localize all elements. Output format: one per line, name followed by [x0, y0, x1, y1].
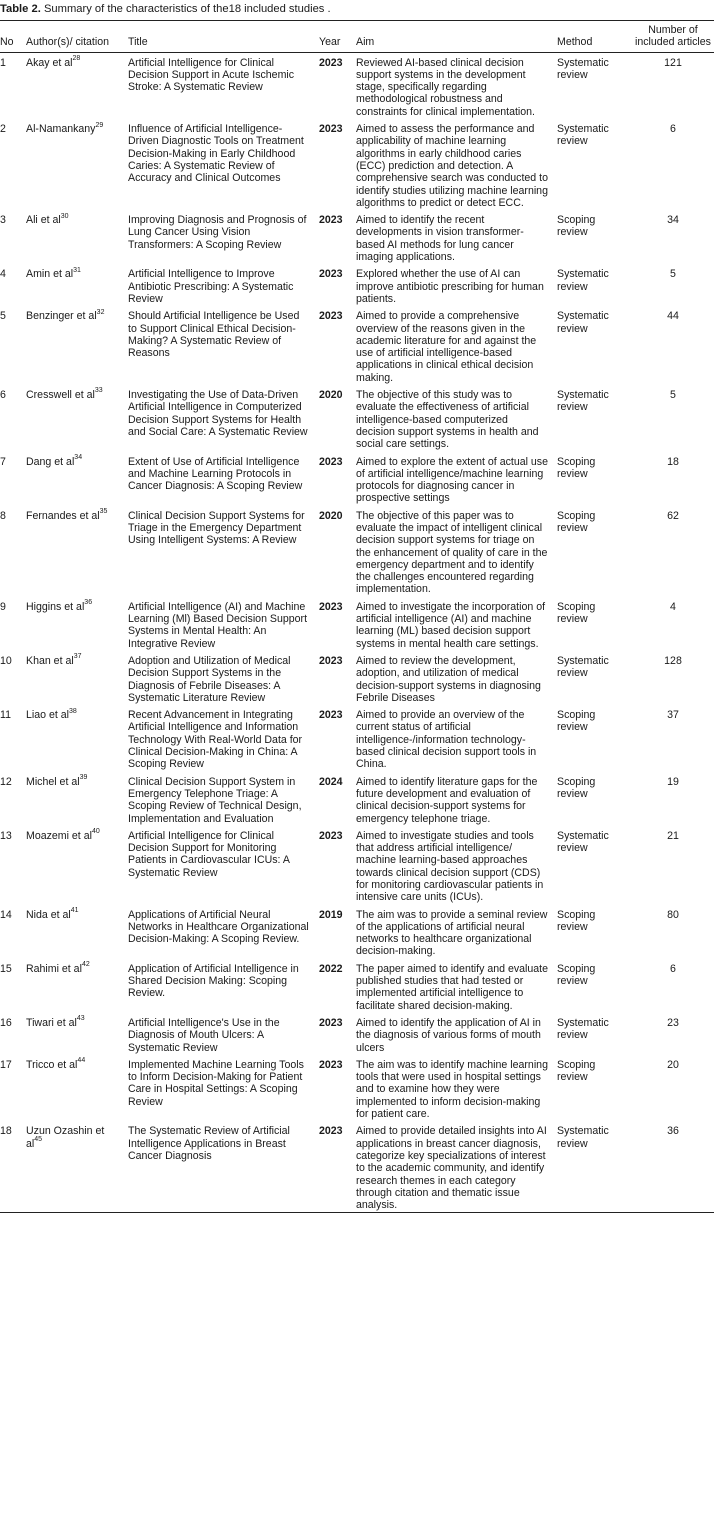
row-number: 10	[0, 654, 12, 667]
row-author	[26, 651, 128, 705]
citation-ref: 31	[73, 266, 81, 274]
table-header	[0, 21, 714, 53]
author-name: Tiwari et al	[26, 1016, 77, 1029]
author-name: Dang et al	[26, 455, 75, 468]
row-aim: Aimed to investigate the incorporation of artificial intelligence (AI) and machine learning (ML) based decision support systems in mental health care settings.	[356, 600, 546, 650]
row-author	[26, 119, 128, 210]
row-title: Extent of Use of Artificial Intelligence and Machine Learning Protocols in Cancer Diagnosis: A Scoping Review	[128, 455, 303, 493]
row-number: 13	[0, 829, 12, 842]
row-method: Systematic review	[557, 389, 609, 414]
row-title: Artificial Intelligence's Use in the Diagnosis of Mouth Ulcers: A Systematic Review	[128, 1016, 280, 1054]
row-method: Systematic review	[557, 654, 609, 680]
row-title: Clinical Decision Support System in Emergency Telephone Triage: A Scoping Review of Technical Design, Implementation and Evaluation	[128, 775, 302, 825]
row-included-count: 44	[667, 310, 679, 323]
row-author	[26, 264, 128, 306]
table-caption	[0, 2, 331, 16]
table-row	[0, 705, 714, 771]
table-row	[0, 452, 714, 506]
row-aim: Aimed to provide detailed insights into AI applications in breast cancer diagnosis, categorize key specializations of interest to the academic community, and identify research themes in each category through citation and thematic issue analysis.	[356, 1125, 547, 1212]
row-number: 16	[0, 1016, 12, 1029]
row-included-count: 5	[670, 268, 676, 281]
row-number: 6	[0, 389, 6, 402]
row-title: Should Artificial Intelligence be Used to Support Clinical Ethical Decision-Making? A Systematic Review of Reasons	[128, 310, 300, 360]
author-name: Cresswell et al	[26, 389, 95, 402]
row-year: 2019	[319, 908, 343, 921]
table-row	[0, 959, 714, 1013]
row-aim: Reviewed AI-based clinical decision support systems in the development stage, specifically regarding methodological robustness and constraints for clinical implementation.	[356, 56, 535, 118]
row-author	[26, 1013, 128, 1055]
table-row	[0, 306, 714, 385]
row-author	[26, 52, 128, 119]
row-author	[26, 452, 128, 506]
row-included-count: 5	[670, 389, 676, 402]
header-no: No	[0, 36, 14, 49]
row-author	[26, 826, 128, 905]
row-method: Systematic review	[557, 1125, 609, 1150]
row-aim: Aimed to identify the recent developments in vision transformer-based AI methods for lung cancer imaging applications.	[356, 214, 524, 264]
row-title: Adoption and Utilization of Medical Decision Support Systems in the Diagnosis of Febrile Diseases: A Systematic Literature Review	[128, 654, 291, 704]
row-included-count: 20	[667, 1058, 679, 1071]
row-included-count: 128	[664, 654, 682, 667]
table-row	[0, 1013, 714, 1055]
row-aim: The objective of this paper was to evaluate the impact of intelligent clinical decision support systems for triage on the enhancement of quality of care in the emergency department and to identify the challenges encountered regarding implementation.	[356, 509, 548, 596]
row-title: Applications of Artificial Neural Networks in Healthcare Organizational Decision-Making: A Scoping Review.	[128, 908, 309, 946]
row-included-count: 18	[667, 455, 679, 468]
row-included-count: 19	[667, 775, 679, 788]
row-number: 15	[0, 962, 12, 975]
citation-ref: 36	[84, 599, 93, 607]
author-name: Nida et al	[26, 908, 71, 921]
row-title: Investigating the Use of Data-Driven Artificial Intelligence in Computerized Decision Support Systems for Health and Social Care: A Systematic Review	[128, 389, 308, 438]
row-method: Scoping review	[557, 962, 596, 988]
author-name: Uzun Ozashin et al	[26, 1125, 105, 1150]
citation-ref: 41	[70, 907, 79, 915]
row-method: Scoping review	[557, 775, 596, 800]
row-aim: The aim was to provide a seminal review of the applications of artificial neural networks to healthcare organizational decision-making.	[356, 908, 548, 958]
row-title: Application of Artificial Intelligence in Shared Decision Making: Scoping Review.	[128, 962, 299, 1000]
author-name: Moazemi et al	[26, 829, 92, 842]
row-number: 17	[0, 1058, 12, 1071]
row-included-count: 37	[667, 709, 679, 722]
header-method: Method	[557, 36, 593, 49]
row-year: 2023	[319, 654, 343, 667]
citation-ref: 34	[74, 453, 83, 461]
row-author	[26, 597, 128, 651]
row-number: 3	[0, 214, 6, 227]
row-aim: The paper aimed to identify and evaluate published studies that had tested or implemented artificial intelligence to facilitate shared decision-making.	[356, 962, 548, 1012]
row-year: 2023	[319, 829, 343, 842]
row-method: Scoping review	[557, 214, 596, 239]
row-number: 1	[0, 56, 6, 69]
row-aim: Aimed to identify literature gaps for the future development and evaluation of clinical decision-support systems for emergency telephone triage.	[356, 775, 538, 825]
table-row	[0, 506, 714, 597]
row-number: 12	[0, 775, 12, 788]
row-title: The Systematic Review of Artificial Intelligence Applications in Breast Cancer Diagnosis	[128, 1125, 290, 1162]
row-year: 2023	[319, 123, 343, 136]
citation-ref: 40	[91, 828, 100, 836]
row-number: 4	[0, 268, 6, 281]
table-row	[0, 905, 714, 959]
row-method: Scoping review	[557, 455, 596, 480]
row-year: 2023	[319, 709, 343, 722]
citation-ref: 42	[81, 961, 90, 969]
row-year: 2020	[319, 389, 343, 402]
header-year: Year	[319, 36, 341, 49]
table-label: Table 2.	[0, 3, 41, 15]
row-included-count: 6	[670, 123, 676, 136]
row-author	[26, 705, 128, 771]
header-aim: Aim	[356, 36, 375, 49]
row-method: Systematic review	[557, 56, 609, 81]
row-method: Systematic review	[557, 1016, 609, 1042]
author-name: Michel et al	[26, 775, 80, 788]
row-author	[26, 905, 128, 959]
row-included-count: 34	[667, 214, 679, 227]
row-aim: Aimed to provide an overview of the current status of artificial intelligence-/information technology-based clinical decision support tools in China.	[356, 709, 537, 771]
row-method: Systematic review	[557, 310, 609, 335]
row-title: Artificial Intelligence (AI) and Machine Learning (Ml) Based Decision Support Systems in Mental Health: An Integrative Review	[128, 600, 308, 650]
table-row	[0, 385, 714, 451]
row-title: Artificial Intelligence for Clinical Decision Support in Acute Ischemic Stroke: A Systematic Review	[128, 56, 295, 94]
author-name: Tricco et al	[26, 1058, 78, 1071]
table-body	[0, 52, 714, 1213]
row-year: 2023	[319, 310, 343, 323]
row-included-count: 80	[667, 908, 679, 921]
row-method: Systematic review	[557, 829, 609, 855]
row-title: Recent Advancement in Integrating Artificial Intelligence and Information Technology With Real-World Data for Clinical Decision-Making in China: A Scoping Review	[128, 709, 303, 771]
row-title: Artificial Intelligence for Clinical Decision Support for Monitoring Patients in Cardiovascular ICUs: A Systematic Review	[128, 829, 290, 879]
row-method: Scoping review	[557, 709, 596, 734]
row-included-count: 6	[670, 962, 676, 975]
row-title: Artificial Intelligence to Improve Antibiotic Prescribing: A Systematic Review	[128, 268, 294, 305]
row-number: 18	[0, 1125, 12, 1138]
row-included-count: 36	[667, 1125, 679, 1138]
header-author: Author(s)/ citation	[26, 36, 110, 49]
row-number: 8	[0, 509, 6, 522]
row-number: 9	[0, 600, 6, 613]
row-author	[26, 959, 128, 1013]
row-author	[26, 1121, 128, 1213]
author-name: Rahimi et al	[26, 962, 82, 975]
row-year: 2023	[319, 268, 343, 281]
row-aim: Explored whether the use of AI can improve antibiotic prescribing for human patients.	[356, 268, 544, 305]
citation-ref: 29	[95, 121, 104, 129]
citation-ref: 33	[94, 387, 103, 395]
row-author	[26, 210, 128, 264]
author-name: Akay et al	[26, 56, 73, 69]
row-number: 5	[0, 310, 6, 323]
row-method: Scoping review	[557, 509, 596, 534]
table-row	[0, 1121, 714, 1213]
citation-ref: 38	[69, 707, 77, 715]
row-year: 2024	[319, 775, 343, 788]
row-year: 2023	[319, 56, 343, 69]
row-year: 2023	[319, 600, 343, 613]
row-included-count: 62	[667, 509, 679, 522]
row-year: 2020	[319, 509, 343, 522]
row-title: Improving Diagnosis and Prognosis of Lung Cancer Using Vision Transformers: A Scoping Review	[128, 214, 307, 251]
row-year: 2023	[319, 214, 343, 227]
row-method: Scoping review	[557, 600, 596, 626]
citation-ref: 39	[79, 774, 88, 782]
author-name: Al-Namankany	[26, 123, 96, 136]
row-author	[26, 385, 128, 451]
table-row	[0, 119, 714, 210]
row-author	[26, 506, 128, 597]
citation-ref: 28	[72, 55, 81, 63]
table-caption-text: Summary of the characteristics of the18 included studies .	[43, 3, 331, 15]
table-row	[0, 772, 714, 826]
studies-table	[0, 20, 714, 1213]
citation-ref: 44	[77, 1057, 86, 1065]
header-number: Number of included articles	[635, 24, 711, 49]
author-name: Khan et al	[26, 654, 74, 667]
row-year: 2023	[319, 455, 343, 468]
row-method: Systematic review	[557, 123, 609, 148]
row-aim: The objective of this study was to evaluate the effectiveness of artificial intelligence-based computerized decision support systems in health and social care settings.	[356, 389, 539, 451]
row-method: Scoping review	[557, 908, 596, 933]
row-aim: Aimed to investigate studies and tools that address artificial intelligence/ machine learning-based approaches towards clinical decision support (CDS) for monitoring cardiovascular patients in intensive care units (ICUs).	[356, 829, 544, 904]
row-number: 14	[0, 908, 12, 921]
row-number: 2	[0, 123, 6, 136]
author-name: Ali et al	[26, 214, 61, 227]
author-name: Liao et al	[26, 709, 69, 722]
citation-ref: 30	[60, 212, 69, 220]
row-year: 2023	[319, 1016, 343, 1029]
row-aim: The aim was to identify machine learning tools that were used in hospital settings and to examine how they were implemented to inform decision-making for patient care.	[356, 1058, 548, 1121]
row-author	[26, 772, 128, 826]
citation-ref: 35	[99, 508, 108, 516]
row-aim: Aimed to provide a comprehensive overview of the reasons given in the academic literature for and against the use of artificial intelligence-based applications in clinical ethical decision making.	[356, 310, 537, 384]
author-name: Higgins et al	[26, 600, 85, 613]
row-year: 2023	[319, 1125, 343, 1138]
table-row	[0, 1055, 714, 1121]
row-included-count: 121	[664, 56, 682, 69]
row-method: Systematic review	[557, 268, 609, 293]
row-included-count: 4	[670, 600, 676, 613]
citation-ref: 43	[76, 1015, 85, 1023]
row-title: Influence of Artificial Intelligence-Driven Diagnostic Tools on Treatment Decision-Making in Early Childhood Caries: A Systematic Review of Accuracy and Clinical Outcomes	[128, 123, 304, 185]
citation-ref: 37	[73, 653, 82, 661]
row-aim: Aimed to identify the application of AI in the diagnosis of various forms of mouth ulcers	[356, 1016, 541, 1054]
row-number: 7	[0, 455, 6, 468]
citation-ref: 32	[96, 308, 105, 316]
row-included-count: 21	[667, 829, 679, 842]
row-year: 2022	[319, 962, 343, 975]
row-included-count: 23	[667, 1016, 679, 1029]
citation-ref: 45	[34, 1136, 43, 1144]
table-row	[0, 597, 714, 651]
header-title: Title	[128, 36, 148, 49]
row-aim: Aimed to explore the extent of actual use of artificial intelligence/machine learning protocols for diagnosing cancer in prospective settings	[356, 455, 548, 505]
row-author	[26, 1055, 128, 1121]
row-method: Scoping review	[557, 1058, 596, 1084]
row-author	[26, 306, 128, 385]
row-aim: Aimed to assess the performance and applicability of machine learning algorithms in early childhood caries (ECC) prediction and detection. A comprehensive search was conducted to identify studies utilizing machine learning algorithms to predict or detect ECC.	[356, 123, 548, 209]
table-row	[0, 52, 714, 119]
table-row	[0, 651, 714, 705]
author-name: Fernandes et al	[26, 509, 100, 522]
row-aim: Aimed to review the development, adoption, and utilization of medical decision-support systems in diagnosing Febrile Diseases	[356, 654, 541, 704]
table-row	[0, 210, 714, 264]
table-row	[0, 826, 714, 905]
row-title: Clinical Decision Support Systems for Triage in the Emergency Department Using Intelligent Systems: A Review	[128, 509, 305, 547]
table-row	[0, 264, 714, 306]
author-name: Benzinger et al	[26, 310, 97, 323]
row-title: Implemented Machine Learning Tools to Inform Decision-Making for Patient Care in Hospital Settings: A Scoping Review	[128, 1058, 304, 1108]
row-year: 2023	[319, 1058, 343, 1071]
row-number: 11	[0, 709, 11, 722]
author-name: Amin et al	[26, 268, 74, 281]
